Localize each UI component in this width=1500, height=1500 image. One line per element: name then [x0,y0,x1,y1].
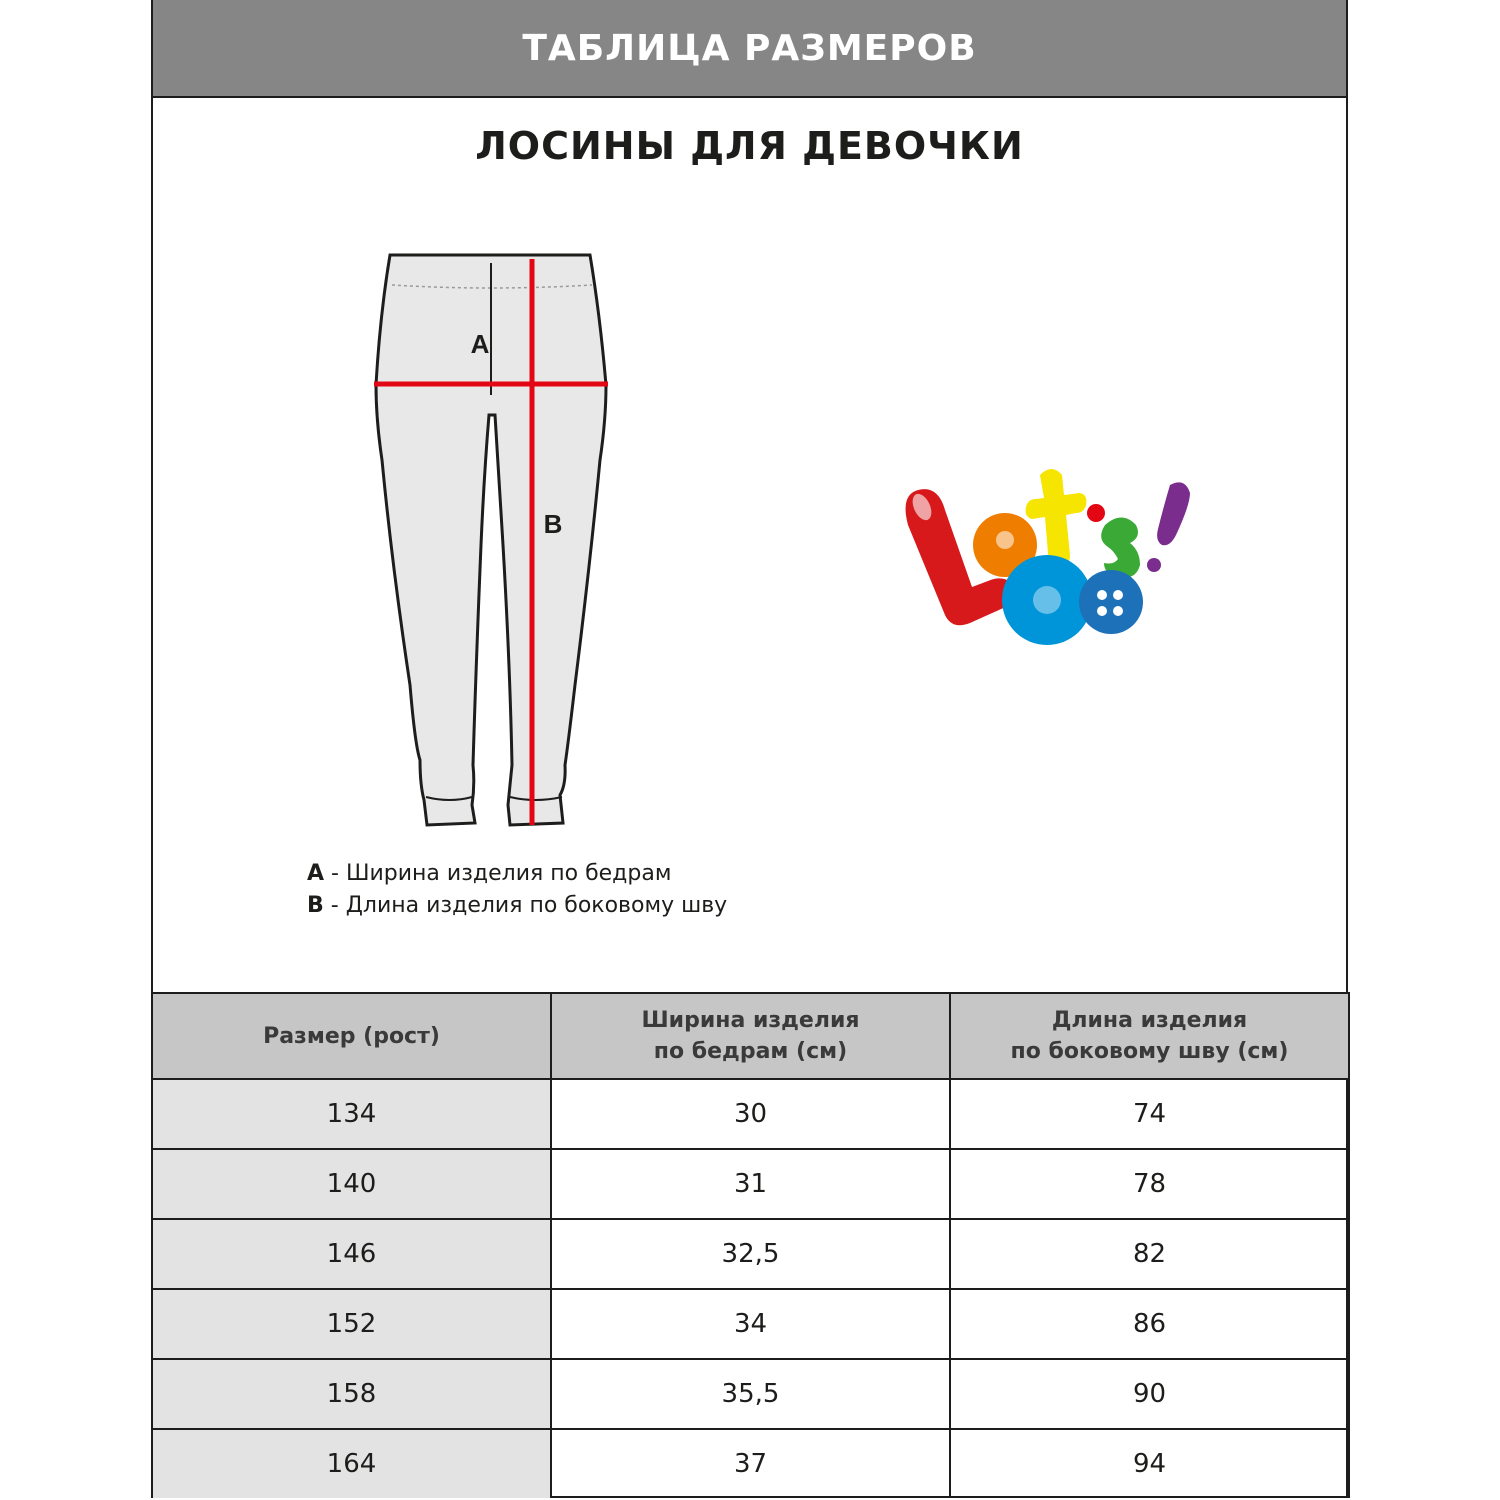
table-row [152,1289,1349,1359]
cell-size: 146 [152,1219,551,1289]
size-table [151,992,1350,1498]
product-title: ЛОСИНЫ ДЛЯ ДЕВОЧКИ [475,124,1024,168]
cell-width: 31 [551,1149,950,1219]
cell-length: 86 [950,1289,1349,1359]
legend-item-b: B - Длина изделия по боковому шву [307,893,728,918]
cell-width: 34 [551,1289,950,1359]
label-b: B [543,509,563,539]
cell-length: 94 [950,1429,1349,1498]
cell-width: 30 [551,1079,950,1149]
cell-length: 90 [950,1359,1349,1429]
cell-length: 82 [950,1219,1349,1289]
table-header-row [152,993,1349,1079]
cell-size: 158 [152,1359,551,1429]
cell-width: 35,5 [551,1359,950,1429]
table-row [152,1079,1349,1149]
cell-width: 32,5 [551,1219,950,1289]
cell-size: 152 [152,1289,551,1359]
table-row [152,1429,1349,1498]
cell-size: 164 [152,1429,551,1498]
legend-item-a: A - Ширина изделия по бедрам [307,861,672,886]
leggings-diagram [360,245,630,835]
column-header-size: Размер (рост) [152,993,551,1079]
cell-size: 140 [152,1149,551,1219]
cell-length: 78 [950,1149,1349,1219]
column-header-width: Ширина изделия по бедрам (см) [551,993,950,1079]
table-row [152,1149,1349,1219]
table-row [152,1359,1349,1429]
table-row [152,1219,1349,1289]
column-header-length: Длина изделия по боковому шву (см) [950,993,1349,1079]
page-title: ТАБЛИЦА РАЗМЕРОВ [522,27,977,69]
brand-logo [890,455,1200,655]
cell-size: 134 [152,1079,551,1149]
title-banner [153,0,1346,98]
label-a: A [470,329,490,359]
measurement-legend [307,858,727,922]
cell-width: 37 [551,1429,950,1498]
cell-length: 74 [950,1079,1349,1149]
